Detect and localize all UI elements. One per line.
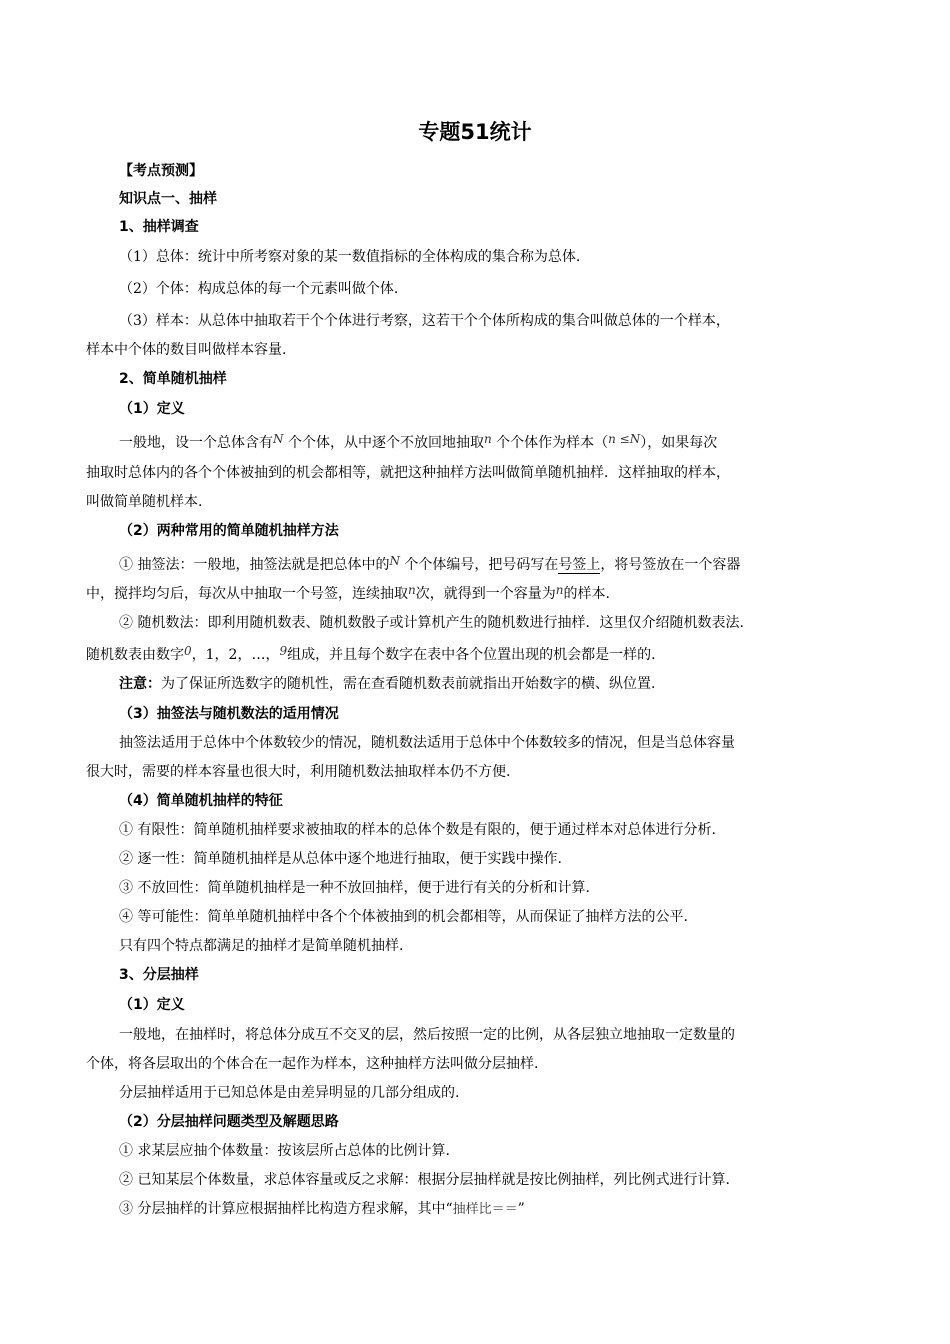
underlined-text: 号签上: [558, 557, 601, 573]
heading-sampling-survey: 1、抽样调查: [119, 219, 199, 235]
paragraph-with-math: [86, 645, 871, 665]
text-run: 组成，并且每个数字在表中各个位置出现的机会都是一样的.: [287, 647, 656, 663]
subheading-definition: （1）定义: [119, 401, 185, 417]
math-N: N: [273, 432, 284, 446]
sampling-ratio-formula: 抽样比＝＝: [452, 1202, 518, 1217]
paragraph: 叫做简单随机样本.: [86, 494, 203, 510]
paragraph: 分层抽样适用于已知总体是由差异明显的几部分组成的.: [119, 1085, 460, 1101]
paragraph: 样本中个体的数目叫做样本容量.: [86, 342, 287, 358]
paragraph-with-math: [86, 584, 871, 604]
text-run: ③ 分层抽样的计算应根据抽样比构造方程求解，其中“: [119, 1201, 453, 1217]
text-run: ，将号签放在一个容器: [600, 557, 741, 573]
math-0: 0: [184, 644, 192, 658]
text-run: 次，就得到一个容量为: [415, 586, 556, 602]
list-item: [119, 1199, 871, 1220]
subheading-features: （4）简单随机抽样的特征: [119, 793, 283, 809]
paragraph: （1）总体：统计中所考察对象的某一数值指标的全体构成的集合称为总体.: [119, 249, 581, 265]
note-label: 注意：: [119, 676, 161, 692]
page-title: 专题51统计: [418, 120, 532, 144]
note-paragraph: [119, 674, 871, 694]
text-run: 中，搅拌均匀后，每次从中抽取一个号签，连续抽取: [86, 586, 408, 602]
paragraph: 个体，将各层取出的个体合在一起作为样本，这种抽样方法叫做分层抽样.: [86, 1056, 539, 1072]
paragraph: 抽取时总体内的各个个体被抽到的机会都相等，就把这种抽样方法叫做简单随机抽样．这样抽取的样本，: [86, 465, 730, 481]
text-run: ”: [517, 1201, 525, 1217]
heading-stratified: 3、分层抽样: [119, 967, 199, 983]
paragraph: 很大时，需要的样本容量也很大时，利用随机数法抽取样本仍不方便.: [86, 764, 511, 780]
subheading-definition: （1）定义: [119, 997, 185, 1013]
list-item: ④ 等可能性：简单单随机抽样中各个个体被抽到的机会都相等，从而保证了抽样方法的公平.: [119, 909, 688, 925]
text-run: 一般地，设一个总体含有: [119, 435, 273, 451]
text-run: 个个体，从中逐个不放回地抽取: [287, 435, 484, 451]
text-run: ），如果每次: [640, 435, 718, 451]
text-run: ① 抽签法：一般地，抽签法就是把总体中的: [119, 557, 390, 573]
subheading-applicability: （3）抽签法与随机数法的适用情况: [119, 706, 339, 722]
paragraph-with-math: [119, 433, 871, 453]
section-label: 【考点预测】: [119, 163, 203, 179]
paragraph: 抽签法适用于总体中个体数较少的情况，随机数法适用于总体中个体数较多的情况，但是当总体容量: [119, 735, 735, 751]
text-run: 个个体作为样本（: [496, 435, 609, 451]
math-N: N: [389, 554, 400, 568]
subheading-problem-types: （2）分层抽样问题类型及解题思路: [119, 1114, 339, 1130]
text-run: 为了保证所选数字的随机性，需在查看随机数表前就指出开始数字的横、纵位置.: [161, 676, 656, 692]
paragraph: （2）个体：构成总体的每一个元素叫做个体.: [119, 281, 399, 297]
paragraph: 只有四个特点都满足的抽样才是简单随机抽样.: [119, 938, 404, 954]
paragraph: （3）样本：从总体中抽取若干个个体进行考察，这若干个个体所构成的集合叫做总体的一个样本，: [119, 313, 730, 329]
list-item: ③ 不放回性：简单随机抽样是一种不放回抽样，便于进行有关的分析和计算.: [119, 880, 590, 896]
text-run: 随机数表由数字: [86, 647, 184, 663]
math-n: n: [483, 432, 492, 446]
list-item: ② 已知某层个体数量，求总体容量或反之求解：根据分层抽样就是按比例抽样，列比例式进行计算.: [119, 1172, 730, 1188]
heading-knowledge-1: 知识点一、抽样: [119, 191, 217, 207]
paragraph: ② 随机数法：即利用随机数表、随机数骰子或计算机产生的随机数进行抽样．这里仅介绍随机数表法.: [119, 615, 744, 631]
text-run: ，1，2，…，: [191, 647, 280, 663]
paragraph-with-math: [119, 555, 871, 575]
math-n: n: [408, 583, 416, 597]
subheading-two-methods: （2）两种常用的简单随机抽样方法: [119, 523, 339, 539]
math-9: 9: [279, 644, 288, 658]
paragraph: 一般地，在抽样时，将总体分成互不交叉的层，然后按照一定的比例，从各层独立地抽取一定数量的: [119, 1027, 735, 1043]
list-item: ① 有限性：简单随机抽样要求被抽取的样本的总体个数是有限的，便于通过样本对总体进行分析.: [119, 822, 716, 838]
list-item: ① 求某层应抽个体数量：按该层所占总体的比例计算.: [119, 1143, 450, 1159]
text-run: 个个体编号，把号码写在: [404, 557, 559, 573]
heading-simple-random: 2、简单随机抽样: [119, 371, 227, 387]
math-n-le-N: n ≤N: [608, 432, 641, 446]
math-n: n: [555, 583, 564, 597]
list-item: ② 逐一性：简单随机抽样是从总体中逐个地进行抽取，便于实践中操作.: [119, 851, 562, 867]
text-run: 的样本.: [563, 586, 610, 602]
